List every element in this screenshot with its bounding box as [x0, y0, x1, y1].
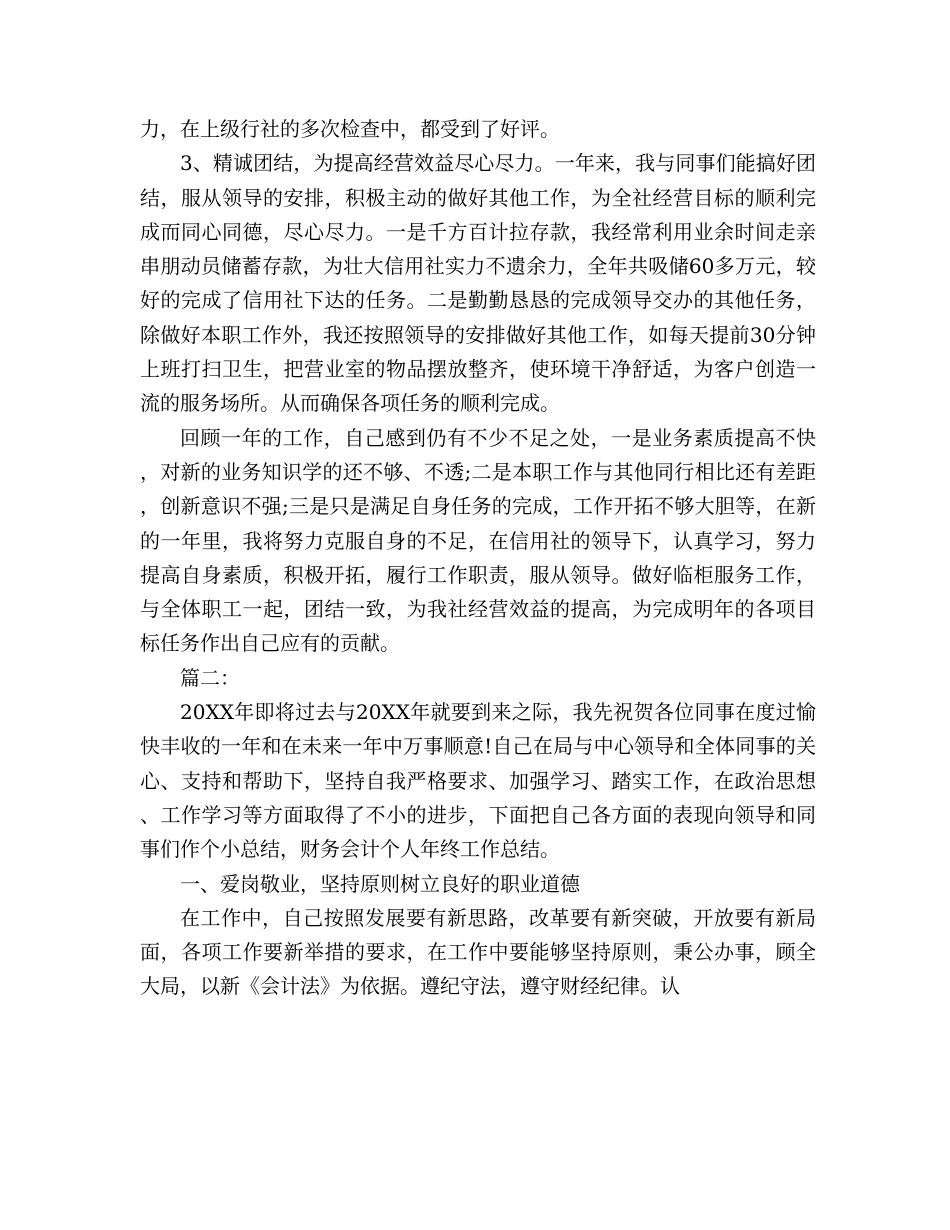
paragraph-new-year: 20XX年即将过去与20XX年就要到来之际，我先祝贺各位同事在度过愉快丰收的一年和在未来一年中万事顺意!自己在局与中心领导和全体同事的关心、支持和帮助下，坚持自我严格要求、加强学习、踏实工作，在政治思想、工作学习等方面取得了不小的进步，下面把自己各方面的表现向领导和同事们作个小总结，财务会计个人年终工作总结。: [140, 700, 816, 862]
paragraph-work-principles: 在工作中，自己按照发展要有新思路，改革要有新突破，开放要有新局面，各项工作要新举措的要求，在工作中要能够坚持原则，秉公办事，顾全大局，以新《会计法》为依据。遵纪守法，遵守财经纪律。认: [140, 905, 816, 999]
document-body: [140, 112, 816, 1004]
section-heading-part-two: 篇二：: [180, 665, 240, 690]
paragraph-review: 回顾一年的工作，自己感到仍有不少不足之处，一是业务素质提高不快，对新的业务知识学的还不够、不透;二是本职工作与其他同行相比还有差距，创新意识不强;三是只是满足自身任务的完成，工作开拓不够大胆等，在新的一年里，我将努力克服自身的不足，在信用社的领导下，认真学习，努力提高自身素质，积极开拓，履行工作职责，服从领导。做好临柜服务工作，与全体职工一起，团结一致，为我社经营效益的提高，为完成明年的各项目标任务作出自己应有的贡献。: [140, 425, 816, 656]
paragraph-unity: 3、精诚团结，为提高经营效益尽心尽力。一年来，我与同事们能搞好团结，服从领导的安排，积极主动的做好其他工作，为全社经营目标的顺利完成而同心同德，尽心尽力。一是千方百计拉存款，我经常利用业余时间走亲串朋动员储蓄存款，为壮大信用社实力不遗余力，全年共吸储60多万元，较好的完成了信用社下达的任务。二是勤勤恳恳的完成领导交办的其他任务，除做好本职工作外，我还按照领导的安排做好其他工作，如每天提前30分钟上班打扫卫生，把营业室的物品摆放整齐，使环境干净舒适，为客户创造一流的服务场所。从而确保各项任务的顺利完成。: [140, 151, 816, 416]
section-heading-dedication: 一、爱岗敬业，坚持原则树立良好的职业道德: [180, 871, 580, 896]
paragraph-continued: 力，在上级行社的多次检查中，都受到了好评。: [140, 117, 560, 141]
